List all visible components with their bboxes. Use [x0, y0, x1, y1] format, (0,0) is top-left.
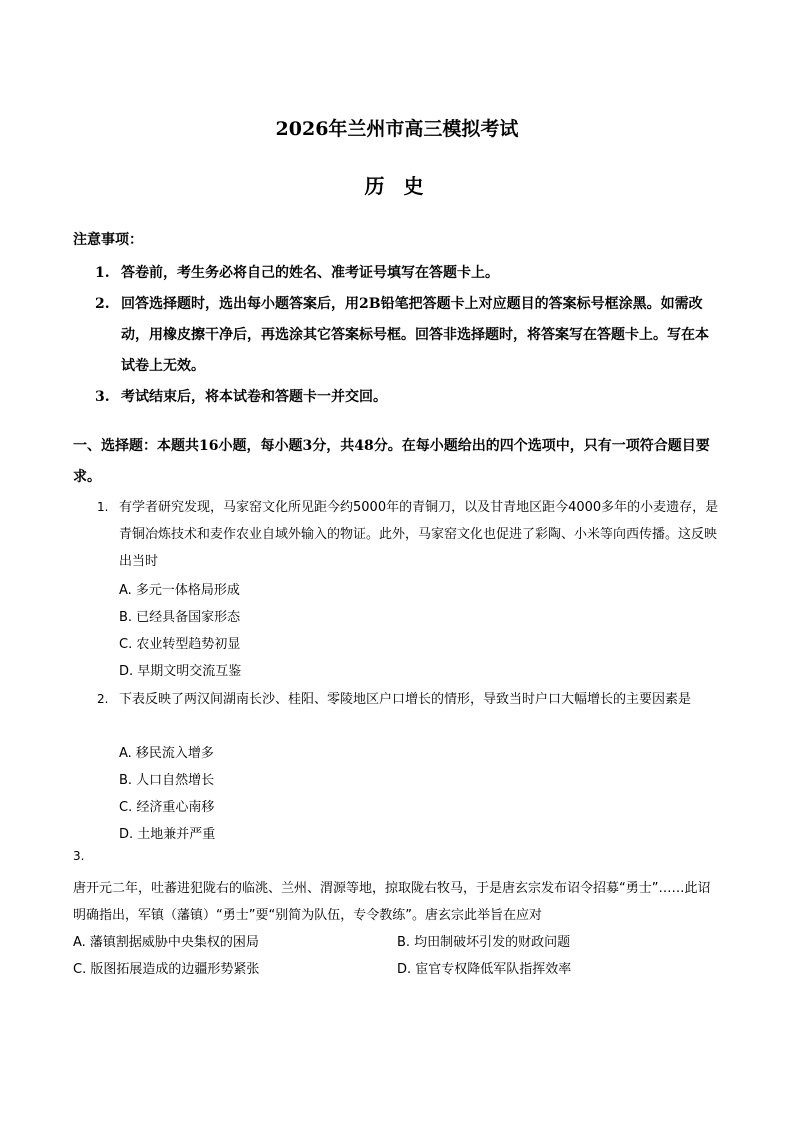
question-2	[97, 686, 727, 713]
option-c: C. 版图拓展造成的边疆形势紧张	[73, 962, 260, 977]
option-c: C. 经济重心南移	[119, 800, 215, 815]
notice-item-number: 1.	[95, 265, 110, 281]
question-stem: 下表反映了两汉间湖南长沙、桂阳、零陵地区户口增长的情形，导致当时户口大幅增长的主要因素是	[119, 692, 692, 707]
section-heading: 一、选择题：本题共16小题，每小题3分，共48分。在每小题给出的四个选项中，只有一项符合题目要求。	[73, 438, 710, 485]
option-d: D. 宦官专权降低军队指挥效率	[397, 962, 572, 977]
question-number: 1.	[97, 500, 109, 514]
option-a: A. 藩镇割据威胁中央集权的困局	[73, 935, 259, 950]
notice-item-text: 答卷前，考生务必将自己的姓名、准考证号填写在答题卡上。	[121, 265, 499, 281]
notice-item-number: 3.	[95, 389, 110, 405]
option-d: D. 土地兼并严重	[119, 827, 216, 842]
notice-item-text: 回答选择题时，选出每小题答案后，用2B铅笔把答题卡上对应题目的答案标号框涂黑。如需改动，用橡皮擦干净后，再选涂其它答案标号框。回答非选择题时，将答案写在答题卡上。写在本试卷上无效。	[121, 296, 709, 374]
exam-subject: 历 史	[364, 174, 430, 198]
option-b: B. 已经具备国家形态	[119, 610, 241, 625]
question-3-stem: 唐开元二年，吐蕃进犯陇右的临洮、兰州、渭源等地，掠取陇右牧马，于是唐玄宗发布诏令招募“勇士”……此诏明确指出，军镇（藩镇）“勇士”要“别简为队伍，专令教练”。唐玄宗此举旨在应对	[73, 881, 711, 923]
question-3-number: 3.	[73, 849, 85, 863]
option-a: A. 多元一体格局形成	[119, 583, 240, 598]
notice-item	[95, 382, 720, 413]
exam-title: 2026年兰州市高三模拟考试	[275, 118, 519, 140]
option-b: B. 均田制破坏引发的财政问题	[397, 935, 571, 950]
notice-heading: 注意事项：	[73, 232, 143, 248]
question-1	[97, 494, 727, 575]
notice-item	[95, 258, 720, 289]
option-d: D. 早期文明交流互鉴	[119, 664, 242, 679]
question-stem: 有学者研究发现，马家窑文化所见距今约5000年的青铜刀，以及甘青地区距今4000多年的小麦遗存，是青铜冶炼技术和麦作农业自域外输入的物证。此外，马家窑文化也促进了彩陶、小米等向西传播。这反映出当时	[119, 500, 719, 569]
notice-item-text: 考试结束后，将本试卷和答题卡一并交回。	[121, 389, 387, 405]
option-a: A. 移民流入增多	[119, 746, 214, 761]
question-number: 2.	[97, 692, 109, 706]
notice-item	[95, 289, 720, 382]
option-c: C. 农业转型趋势初显	[119, 637, 241, 652]
notice-item-number: 2.	[95, 296, 110, 312]
option-b: B. 人口自然增长	[119, 773, 215, 788]
